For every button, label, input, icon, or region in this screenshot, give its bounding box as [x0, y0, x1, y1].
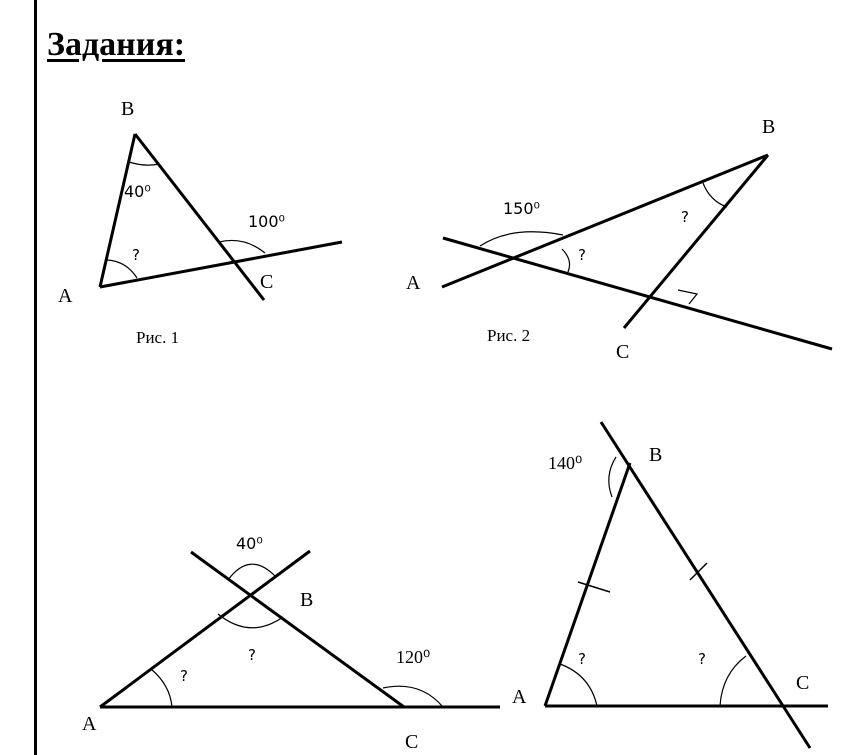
figure-1-caption: Рис. 1 — [136, 328, 180, 347]
angle-c-exterior-value: 100⁰ — [248, 212, 285, 231]
equal-side-tick-ab — [578, 582, 610, 592]
point-c-label: C — [405, 731, 419, 753]
figure-2 — [406, 116, 832, 363]
angle-a-unknown: ? — [180, 667, 188, 685]
point-a-label: A — [82, 713, 97, 735]
angle-b-unknown: ? — [248, 646, 256, 664]
angle-b-unknown: ? — [681, 208, 689, 226]
figure-3 — [82, 534, 500, 753]
line-bc — [624, 155, 768, 328]
point-c-label: C — [796, 672, 810, 694]
point-a-label: A — [58, 285, 73, 307]
angle-arc-b-exterior — [609, 457, 616, 497]
line-bc — [191, 552, 404, 707]
line-ab — [442, 155, 768, 287]
side-ab — [100, 134, 135, 287]
angle-arc-b — [129, 162, 159, 165]
angle-arc-b — [218, 614, 283, 628]
angle-b-value: 40⁰ — [124, 182, 151, 201]
angle-arc-c — [720, 656, 746, 706]
figure-4 — [512, 422, 828, 748]
point-b-label: B — [762, 116, 776, 138]
angle-a-unknown: ? — [132, 246, 140, 264]
angle-arc-a — [562, 249, 570, 272]
angle-arc-b — [703, 183, 727, 207]
angle-c-exterior-value: 120⁰ — [396, 647, 431, 667]
right-angle-mark — [678, 290, 697, 304]
point-b-label: B — [649, 444, 663, 466]
figure-1 — [58, 98, 342, 347]
line-bc — [135, 134, 264, 300]
angle-b-vertical-value: 40⁰ — [236, 534, 263, 553]
angle-a-unknown: ? — [578, 246, 586, 264]
angle-arc-a — [560, 664, 597, 706]
angle-arc-a — [151, 669, 172, 707]
point-a-label: A — [512, 686, 527, 708]
line-bc — [601, 422, 810, 748]
angle-c-unknown: ? — [698, 650, 706, 668]
figure-2-caption: Рис. 2 — [487, 326, 531, 345]
point-c-label: C — [260, 271, 274, 293]
angle-a-exterior-value: 150⁰ — [503, 199, 540, 218]
angle-a-unknown: ? — [578, 650, 586, 668]
point-c-label: C — [616, 341, 630, 363]
page-title: Задания: — [47, 26, 186, 63]
angle-b-exterior-value: 140⁰ — [548, 453, 583, 473]
point-b-label: B — [300, 589, 314, 611]
point-a-label: A — [406, 272, 421, 294]
point-b-label: B — [121, 98, 135, 120]
line-ab — [100, 551, 310, 707]
angle-arc-b-vertical — [228, 564, 276, 580]
